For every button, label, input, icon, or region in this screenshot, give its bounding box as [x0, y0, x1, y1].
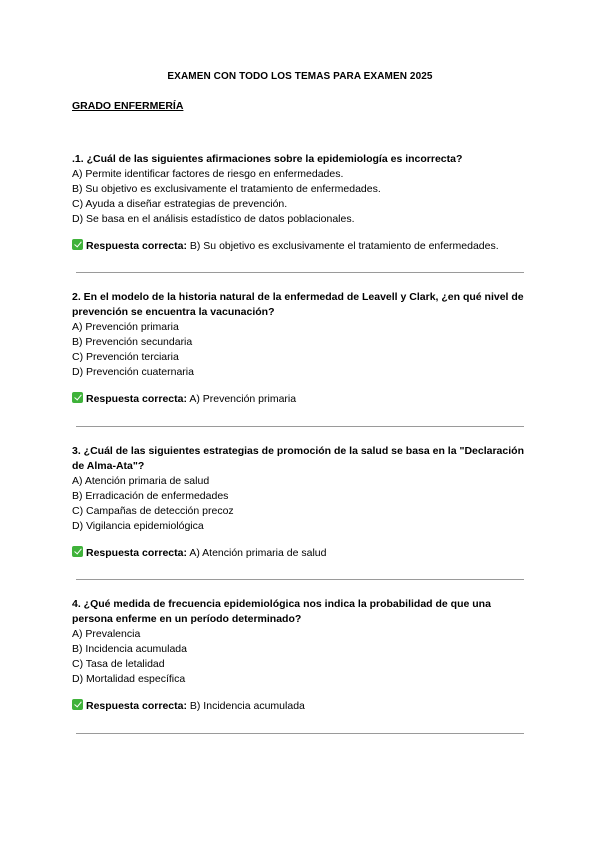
correct-answer [72, 546, 528, 560]
option-c: C) Ayuda a diseñar estrategias de prevención. [72, 198, 288, 210]
correct-answer [72, 699, 528, 713]
question-3 [72, 444, 528, 560]
question-text: 2. En el modelo de la historia natural de la enfermedad de Leavell y Clark, ¿en qué nivel de prevención se encuentra la vacunación? [72, 291, 524, 318]
answer-value: A) Prevención primaria [189, 393, 297, 405]
answer-value: B) Su objetivo es exclusivamente el tratamiento de enfermedades. [189, 240, 499, 252]
option-d: D) Vigilancia epidemiológica [72, 520, 204, 532]
option-d: D) Se basa en el análisis estadístico de datos poblacionales. [72, 213, 355, 225]
option-a: A) Prevalencia [72, 628, 141, 640]
question-4 [72, 597, 528, 713]
option-a: A) Atención primaria de salud [72, 475, 210, 487]
question-1 [72, 152, 528, 253]
answer-value: B) Incidencia acumulada [189, 700, 305, 712]
divider [76, 733, 524, 734]
question-text: .1. ¿Cuál de las siguientes afirmaciones sobre la epidemiología es incorrecta? [72, 153, 463, 165]
option-c: C) Campañas de detección precoz [72, 505, 234, 517]
document-subtitle: GRADO ENFERMERÍA [72, 100, 184, 112]
option-d: D) Mortalidad específica [72, 673, 186, 685]
correct-answer [72, 392, 528, 406]
question-2 [72, 290, 528, 406]
option-d: D) Prevención cuaternaria [72, 366, 194, 378]
answer-label: Respuesta correcta: [86, 547, 187, 559]
option-b: B) Erradicación de enfermedades [72, 490, 229, 502]
check-mark-icon [72, 392, 83, 403]
option-c: C) Prevención terciaria [72, 351, 179, 363]
divider [76, 272, 524, 273]
correct-answer [72, 239, 528, 253]
question-text: 3. ¿Cuál de las siguientes estrategias de promoción de la salud se basa en la "Declaración de Alma-Ata"? [72, 445, 524, 472]
check-mark-icon [72, 546, 83, 557]
divider [76, 426, 524, 427]
option-a: A) Permite identificar factores de riesgo en enfermedades. [72, 168, 344, 180]
option-b: B) Prevención secundaria [72, 336, 193, 348]
check-mark-icon [72, 239, 83, 250]
options-list [72, 627, 528, 687]
question-text: 4. ¿Qué medida de frecuencia epidemiológica nos indica la probabilidad de que una persona enferme en un período determinado? [72, 598, 491, 625]
options-list [72, 167, 528, 227]
answer-value: A) Atención primaria de salud [189, 547, 327, 559]
option-b: B) Incidencia acumulada [72, 643, 187, 655]
answer-label: Respuesta correcta: [86, 700, 187, 712]
document-title: EXAMEN CON TODO LOS TEMAS PARA EXAMEN 2025 [167, 71, 433, 82]
divider [76, 579, 524, 580]
option-b: B) Su objetivo es exclusivamente el tratamiento de enfermedades. [72, 183, 381, 195]
options-list [72, 320, 528, 380]
check-mark-icon [72, 699, 83, 710]
option-c: C) Tasa de letalidad [72, 658, 165, 670]
answer-label: Respuesta correcta: [86, 393, 187, 405]
options-list [72, 474, 528, 534]
answer-label: Respuesta correcta: [86, 240, 187, 252]
option-a: A) Prevención primaria [72, 321, 179, 333]
